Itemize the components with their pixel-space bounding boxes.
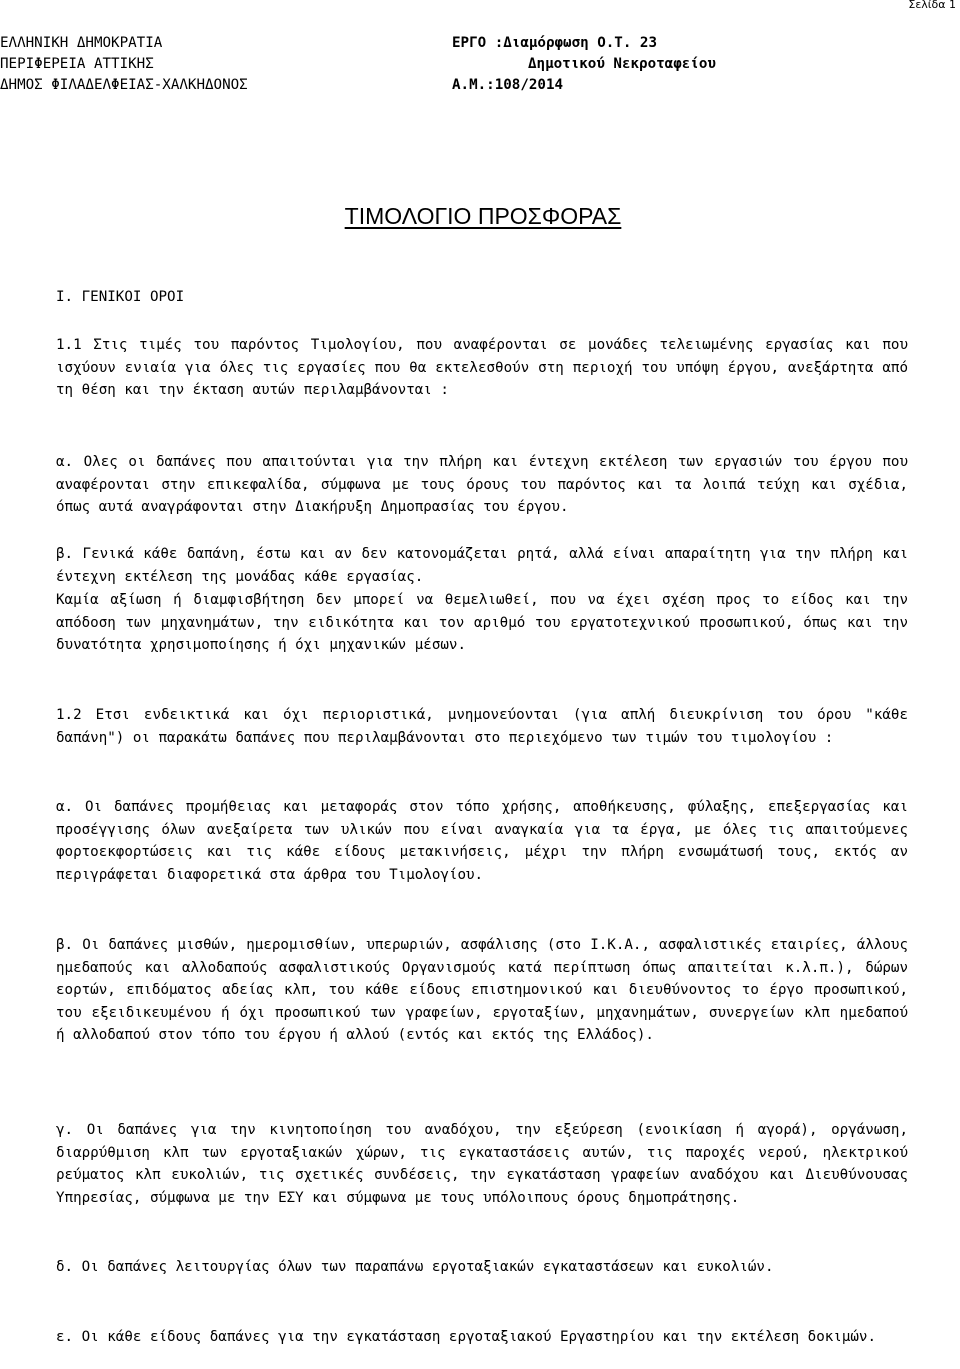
paragraph-operation: δ. Οι δαπάνες λειτουργίας όλων των παραπάνω εργοταξιακών εγκαταστάσεων και ευκολιών. bbox=[56, 1259, 774, 1275]
paragraph-beta: β. Γενικά κάθε δαπάνη, έστω και αν δεν κατονομάζεται ρητά, αλλά είναι απαραίτητη για την πλήρη και έντεχνη εκτέλεση της μονάδας κάθε εργασίας. bbox=[56, 546, 908, 585]
section-heading: Ι. ΓΕΝΙΚΟΙ ΟΡΟΙ bbox=[56, 289, 185, 305]
authority-line: ΕΛΛΗΝΙΚΗ ΔΗΜΟΚΡΑΤΙΑ bbox=[0, 35, 163, 51]
paragraph-laboratory: ε. Οι κάθε είδους δαπάνες για την εγκατάσταση εργοταξιακού Εργαστηρίου και την εκτέλεση δοκιμών. bbox=[56, 1329, 876, 1345]
project-subtitle: Δημοτικού Νεκροταφείου bbox=[528, 56, 716, 72]
issuing-authority bbox=[0, 33, 248, 96]
project-reference: Α.Μ.:108/2014 bbox=[452, 77, 564, 93]
paragraph-wages: β. Οι δαπάνες μισθών, ημερομισθίων, υπερωριών, ασφάλισης (στο Ι.Κ.Α., ασφαλιστικές εταιρίες, άλλους ημεδαπούς και αλλοδαπούς ασφαλιστικούς Οργανισμούς κατά περίπτωση όπως απαιτείται κ.λ.π.), δώρων εορτών, επιδόματος αδείας κλπ, του κάθε είδους επιστημονικού και διευθύνοντος το έργο προσωπικού, του εξειδικευμένου ή όχι προσωπικού των γραφείων, εργοταξίων, μηχανημάτων, συνεργείων κλπ ημεδαπού ή αλλοδαπού στον τόπο του έργου ή αλλού (εντός και εκτός της Ελλάδος). bbox=[56, 937, 908, 1044]
paragraph-materials: α. Οι δαπάνες προμήθειας και μεταφοράς στον τόπο χρήσης, αποθήκευσης, φύλαξης, επεξεργασίας και προσέγγισης όλων ανεξαίρετα των υλικών που είναι αναγκαία για τα έργα, με όλες τις απαιτούμενες φορτοεκφορτώσεις και τις κάθε είδους μετακινήσεις, μέχρι την πλήρη ενσωμάτωσή τους, εκτός αν περιγράφεται διαφορετικά στα άρθρα του Τιμολογίου. bbox=[56, 799, 908, 883]
authority-line: ΠΕΡΙΦΕΡΕΙΑ ΑΤΤΙΚΗΣ bbox=[0, 56, 154, 72]
paragraph-no-claim: Καμία αξίωση ή διαμφισβήτηση δεν μπορεί να θεμελιωθεί, που να έχει σχέση προς το είδος και την απόδοση των μηχανημάτων, την ειδικότητα και τον αριθμό του εργατοτεχνικού προσωπικού, όπως και την δυνατότητα χρησιμοποίησης ή όχι μηχανικών μέσων. bbox=[56, 592, 908, 654]
project-title: ΕΡΓΟ :Διαμόρφωση Ο.Τ. 23 bbox=[452, 35, 657, 51]
paragraph-1-2: 1.2 Ετσι ενδεικτικά και όχι περιοριστικά, μνημονεύονται (για απλή διευκρίνιση του όρου "κάθε δαπάνη") οι παρακάτω δαπάνες που περιλαμβάνονται στο περιεχόμενο των τιμών του τιμολογίου : bbox=[56, 707, 908, 746]
document-title: ΤΙΜΟΛΟΓΙΟ ΠΡΟΣΦΟΡΑΣ bbox=[344, 203, 622, 229]
page-number: Σελίδα 1 bbox=[908, 0, 956, 11]
paragraph-mobilization: γ. Οι δαπάνες για την κινητοποίηση του αναδόχου, την εξεύρεση (ενοικίαση ή αγορά), οργάνωση, διαρρύθμιση κλπ των εργοταξιακών χώρων, τις εγκαταστάσεις αυτών, τις παροχές νερού, ηλεκτρικού ρεύματος κλπ ευκολιών, τις σχετικές συνδέσεις, την εγκατάσταση γραφείων αναδόχου και Διευθύνουσας Υπηρεσίας, σύμφωνα με την ΕΣΥ και σύμφωνα με τους υπόλοιπους όρους δημοπράτησης. bbox=[56, 1122, 908, 1206]
paragraph-alpha: α. Ολες οι δαπάνες που απαιτούνται για την πλήρη και έντεχνη εκτέλεση των εργασιών του έργου που αναφέρονται στην επικεφαλίδα, σύμφωνα με τους όρους του παρόντος και τα λοιπά τεύχη και σχέδια, όπως αυτά αναγράφονται στην Διακήρυξη Δημοπρασίας του έργου. bbox=[56, 454, 908, 516]
project-info bbox=[452, 33, 716, 96]
paragraph-1-1: 1.1 Στις τιμές του παρόντος Τιμολογίου, που αναφέρονται σε μονάδες τελειωμένης εργασίας και που ισχύουν ενιαία για όλες τις εργασίες που θα εκτελεσθούν στη περιοχή του υπόψη έργου, ανεξάρτητα από τη θέση και την έκταση αυτών περιλαμβάνονται : bbox=[56, 337, 908, 399]
authority-line: ΔΗΜΟΣ ΦΙΛΑΔΕΛΦΕΙΑΣ-ΧΑΛΚΗΔΟΝΟΣ bbox=[0, 77, 248, 93]
